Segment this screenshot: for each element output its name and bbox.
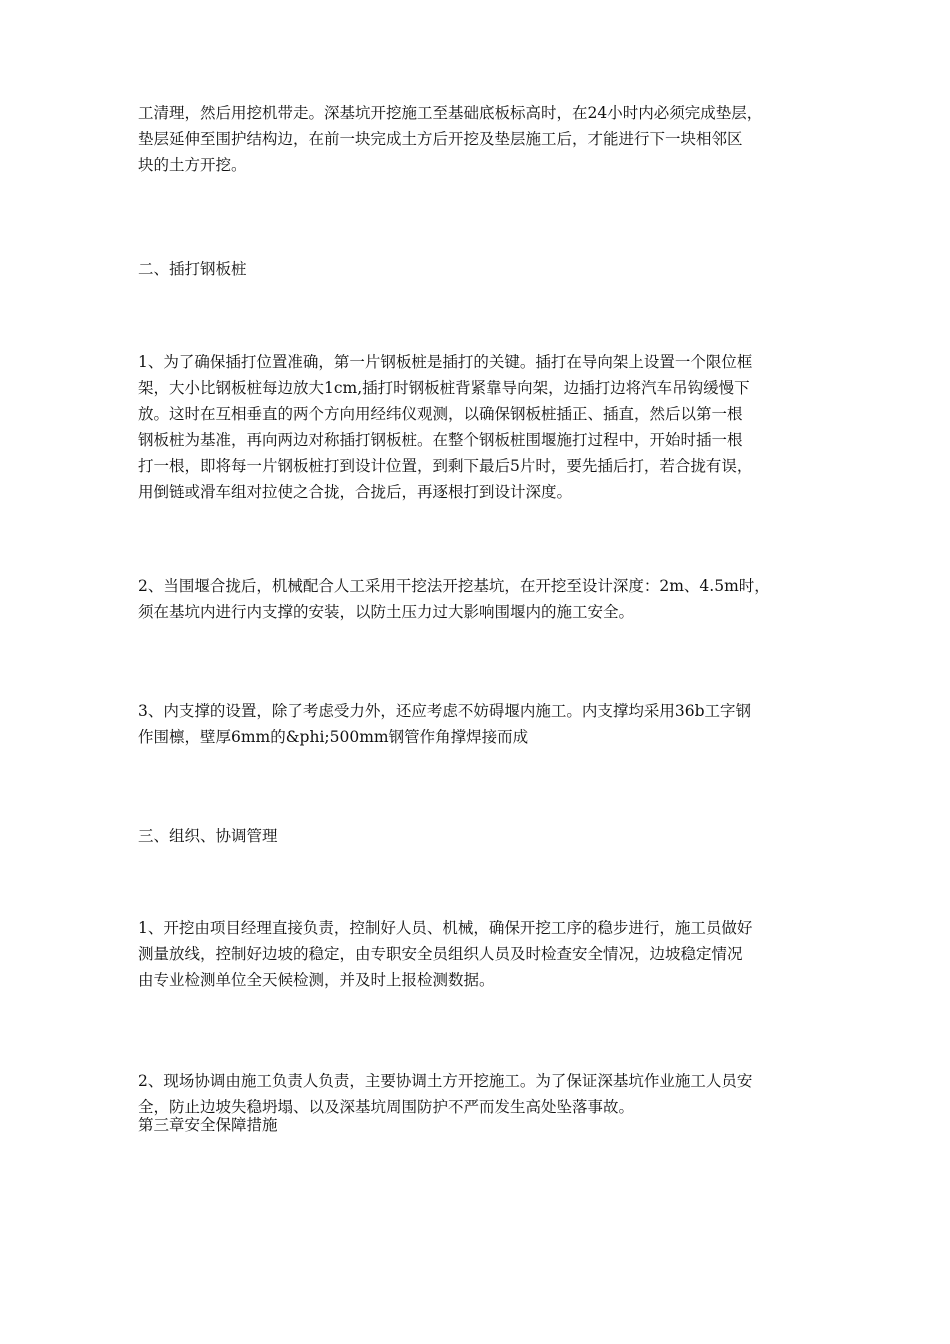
paragraph-sheet-pile-step-2 — [138, 573, 828, 625]
text-line: 由专业检测单位全天候检测，并及时上报检测数据。 — [138, 971, 495, 989]
text-line: 钢板桩为基准，再向两边对称插打钢板桩。在整个钢板桩围堰施打过程中，开始时插一根 — [138, 431, 743, 449]
text-line: 工清理，然后用挖机带走。深基坑开挖施工至基础底板标高时，在24小时内必须完成垫层， — [138, 104, 763, 122]
text-line: 1、为了确保插打位置准确，第一片钢板桩是插打的关键。插打在导向架上设置一个限位框 — [138, 353, 753, 371]
chapter-title — [138, 1112, 828, 1138]
heading-text: 二、插打钢板桩 — [138, 260, 247, 278]
section-heading-steel-sheet-pile — [138, 256, 828, 282]
text-line: 放。这时在互相垂直的两个方向用经纬仪观测，以确保钢板桩插正、插直，然后以第一根 — [138, 405, 743, 423]
chapter-title-text: 第三章安全保障措施 — [138, 1116, 278, 1134]
text-line: 2、当围堰合拢后，机械配合人工采用干挖法开挖基坑，在开挖至设计深度：2m、4.5m时， — [138, 577, 770, 595]
text-line: 用倒链或滑车组对拉使之合拢，合拢后，再逐根打到设计深度。 — [138, 483, 573, 501]
paragraph-sheet-pile-step-1 — [138, 349, 828, 505]
text-line: 打一根，即将每一片钢板桩打到设计位置，到剩下最后5片时，要先插后打，若合拢有误， — [138, 457, 753, 475]
text-line: 作围檩，壁厚6mm的&phi;500mm钢管作角撑焊接而成 — [138, 728, 529, 746]
section-heading-coordination — [138, 823, 828, 849]
paragraph-intro — [138, 100, 828, 178]
text-line: 1、开挖由项目经理直接负责，控制好人员、机械，确保开挖工序的稳步进行，施工员做好 — [138, 919, 753, 937]
text-line: 架，大小比钢板桩每边放大1cm,插打时钢板桩背紧靠导向架，边插打边将汽车吊钩缓慢下 — [138, 379, 750, 397]
text-line: 块的土方开挖。 — [138, 156, 247, 174]
text-line: 须在基坑内进行内支撑的安装，以防土压力过大影响围堰内的施工安全。 — [138, 603, 635, 621]
text-line: 测量放线，控制好边坡的稳定，由专职安全员组织人员及时检查安全情况，边坡稳定情况 — [138, 945, 743, 963]
text-line: 3、内支撑的设置，除了考虑受力外，还应考虑不妨碍堰内施工。内支撑均采用36b工字钢 — [138, 702, 752, 720]
paragraph-coordination-step-1 — [138, 915, 828, 993]
text-line: 全，防止边坡失稳坍塌、以及深基坑周围防护不严而发生高处坠落事故。 — [138, 1098, 635, 1116]
paragraph-sheet-pile-step-3 — [138, 698, 828, 750]
heading-text: 三、组织、协调管理 — [138, 827, 278, 845]
text-line: 2、现场协调由施工负责人负责，主要协调土方开挖施工。为了保证深基坑作业施工人员安 — [138, 1072, 753, 1090]
text-line: 垫层延伸至围护结构边，在前一块完成土方后开挖及垫层施工后，才能进行下一块相邻区 — [138, 130, 743, 148]
